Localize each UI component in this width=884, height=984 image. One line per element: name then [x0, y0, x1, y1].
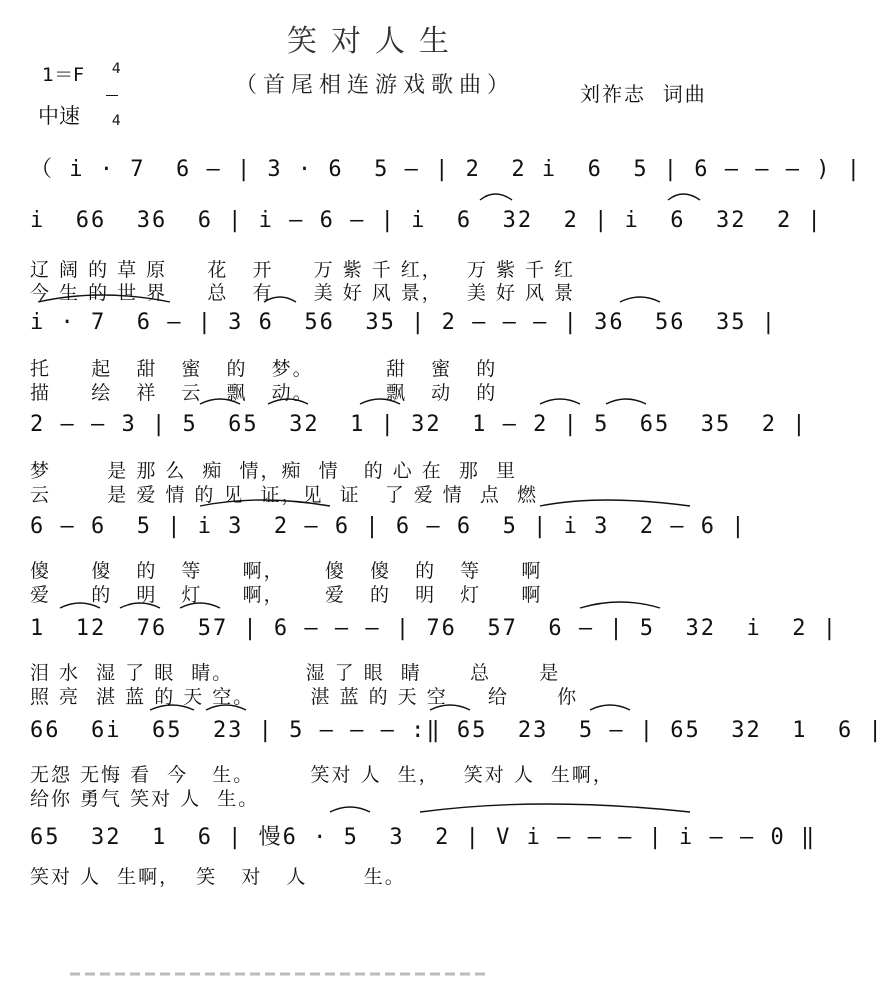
- lyric-line: 描 绘 祥 云 飘 动。 飘 动 的: [30, 382, 498, 404]
- lyric-line: 梦 是 那 么 痴 情，痴 情 的 心 在 那 里: [30, 460, 517, 482]
- composer-credit: 刘祚志 词曲: [580, 82, 707, 106]
- slur-mark: [430, 705, 470, 710]
- slur-mark: [620, 297, 660, 302]
- slur-mark: [268, 399, 308, 404]
- melody-line: （ i · 7 6 — | 3 · 6 5 — | 2 2 i 6 5 | 6 — — — ) |: [30, 157, 862, 182]
- lyric-line: 照 亮 湛 蓝 的 天 空。 湛 蓝 的 天 空 给 你: [30, 686, 579, 708]
- lyric-line: 给你 勇气 笑对 人 生。: [30, 788, 260, 810]
- lyric-line: 无怨 无悔 看 今 生。 笑对 人 生， 笑对 人 生啊，: [30, 764, 614, 786]
- slur-mark: [200, 500, 330, 506]
- slur-mark: [606, 399, 646, 404]
- lyric-line: 云 是 爱 情 的 见 证，见 证 了 爱 情 点 燃: [30, 484, 538, 506]
- meter-bottom: 4: [111, 113, 121, 129]
- cropped-footer-line: [0, 946, 750, 958]
- slur-mark: [360, 399, 400, 404]
- slur-mark: [120, 603, 160, 608]
- slur-mark: [668, 194, 700, 200]
- slur-mark: [60, 603, 100, 608]
- song-title: 笑对人生: [287, 24, 463, 59]
- melody-line: 1 12 76 57 | 6 — — — | 76 57 6 — | 5 32 i 2 |: [30, 616, 838, 641]
- lyric-line: 爱 的 明 灯 啊， 爱 的 明 灯 啊: [30, 584, 543, 606]
- cropped-footer-strokes: [10, 968, 760, 980]
- song-subtitle: （首尾相连游戏歌曲）: [234, 73, 515, 98]
- meter-top: 4: [111, 61, 121, 77]
- key-signature: 1＝F: [42, 64, 85, 86]
- slur-mark: [480, 194, 512, 200]
- melody-line: 66 6i 65 23 | 5 — — — :‖ 65 23 5 — | 65 32 1 6 |: [30, 718, 884, 743]
- slur-mark: [150, 705, 194, 710]
- melody-line: 2 — — 3 | 5 65 32 1 | 32 1 — 2 | 5 65 35 2 |: [30, 412, 808, 437]
- lyric-line: 泪 水 湿 了 眼 睛。 湿 了 眼 睛 总 是: [30, 662, 561, 684]
- slur-mark: [590, 705, 630, 710]
- melody-line: i 66 36 6 | i — 6 — | i 6 32 2 | i 6 32 2 |: [30, 208, 823, 233]
- slur-mark: [206, 705, 246, 710]
- melody-line: i · 7 6 — | 3 6 56 35 | 2 — — — | 36 56 35 |: [30, 310, 778, 335]
- slur-mark: [200, 399, 240, 404]
- slur-mark: [540, 399, 580, 404]
- tempo-marking: 中速: [38, 104, 80, 128]
- slur-mark: [38, 295, 170, 302]
- slur-mark: [180, 603, 220, 608]
- lyric-line: 今 生 的 世 界 总 有 美 好 风 景， 美 好 风 景: [30, 282, 576, 304]
- lyric-line: 托 起 甜 蜜 的 梦。 甜 蜜 的: [30, 358, 498, 380]
- melody-line: 6 — 6 5 | i 3 2 — 6 | 6 — 6 5 | i 3 2 — 6 |: [30, 514, 747, 539]
- lyric-line: 傻 傻 的 等 啊， 傻 傻 的 等 啊: [30, 560, 543, 582]
- melody-line: 65 32 1 6 | 慢6 · 5 3 2 | V i — — — | i — — 0 ‖: [30, 825, 817, 850]
- slur-mark: [264, 297, 296, 302]
- slur-mark: [420, 804, 690, 812]
- slur-mark: [330, 807, 370, 812]
- lyric-line: 辽 阔 的 草 原 花 开 万 紫 千 红， 万 紫 千 红: [30, 259, 576, 281]
- slur-mark: [540, 500, 690, 506]
- lyric-line: 笑对 人 生啊， 笑 对 人 生。: [30, 866, 406, 888]
- slur-mark: [580, 602, 660, 608]
